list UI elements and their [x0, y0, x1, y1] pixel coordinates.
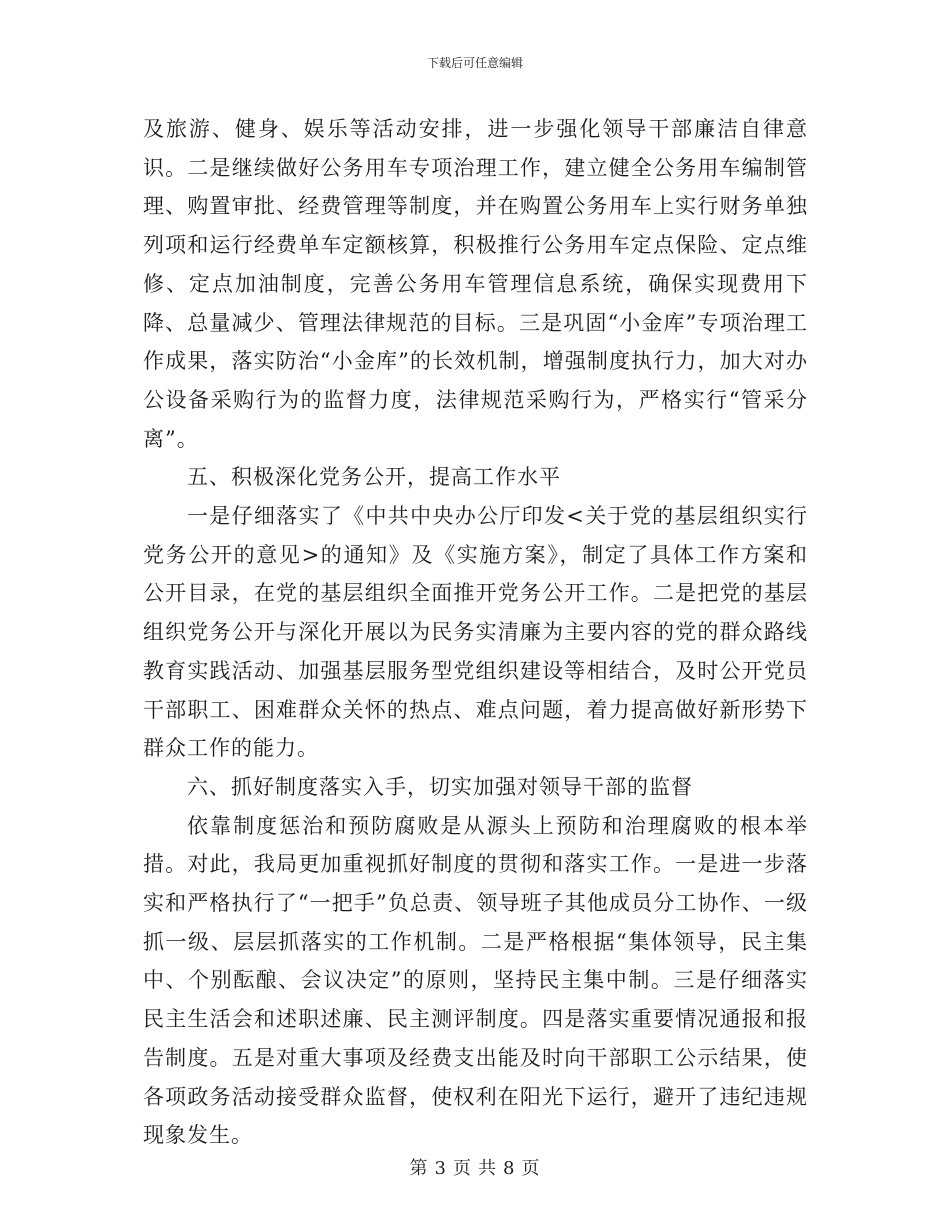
- footer-page-label: 页: [453, 1158, 472, 1179]
- section-heading-five: 五、积极深化党务公开，提高工作水平: [187, 465, 561, 490]
- document-body: [143, 110, 808, 1155]
- footer-total-prefix: 共: [478, 1158, 497, 1179]
- section-heading-six: 六、抓好制度落实入手，切实加强对领导干部的监督: [187, 774, 693, 799]
- paragraph-supervision: 依靠制度惩治和预防腐败是从源头上预防和治理腐败的根本举措。对此，我局更加重视抓好制度的贯彻和落实工作。一是进一步落实和严格执行了“一把手”负总责、领导班子其他成员分工协作、一级抓一级、层层抓落实的工作机制。二是严格根据“集体领导，民主集中、个别酝酿、会议决定”的原则，坚持民主集中制。三是仔细落实民主生活会和述职述廉、民主测评制度。四是落实重要情况通报和报告制度。五是对重大事项及经费支出能及时向干部职工公示结果，使各项政务活动接受群众监督，使权利在阳光下运行，避开了违纪违规现象发生。: [143, 813, 808, 1148]
- footer-current-page: 3: [434, 1158, 447, 1179]
- page-header: [0, 54, 950, 71]
- footer-total-label: 页: [521, 1158, 541, 1179]
- footer-prefix: 第: [409, 1158, 429, 1179]
- header-text: 下载后可任意编辑: [426, 56, 523, 70]
- page-footer: [0, 1154, 950, 1180]
- paragraph-continuation: 及旅游、健身、娱乐等活动安排，进一步强化领导干部廉洁自律意识。二是继续做好公务用车专项治理工作，建立健全公务用车编制管理、购置审批、经费管理等制度，并在购置公务用车上实行财务单独列项和运行经费单车定额核算，积极推行公务用车定点保险、定点维修、定点加油制度，完善公务用车管理信息系统，确保实现费用下降、总量减少、管理法律规范的目标。三是巩固“小金库”专项治理工作成果，落实防治“小金库”的长效机制，增强制度执行力，加大对办公设备采购行为的监督力度，法律规范采购行为，严格实行“管采分离”。: [143, 117, 808, 451]
- footer-total-pages: 8: [503, 1158, 516, 1179]
- paragraph-party-affairs: 一是仔细落实了《中共中央办公厅印发<关于党的基层组织实行党务公开的意见>的通知》及《实施方案》，制定了具体工作方案和公开目录，在党的基层组织全面推开党务公开工作。二是把党的基层组织党务公开与深化开展以为民务实清廉为主要内容的党的群众路线教育实践活动、加强基层服务型党组织建设等相结合，及时公开党员干部职工、困难群众关怀的热点、难点问题，着力提高做好新形势下群众工作的能力。: [143, 504, 808, 761]
